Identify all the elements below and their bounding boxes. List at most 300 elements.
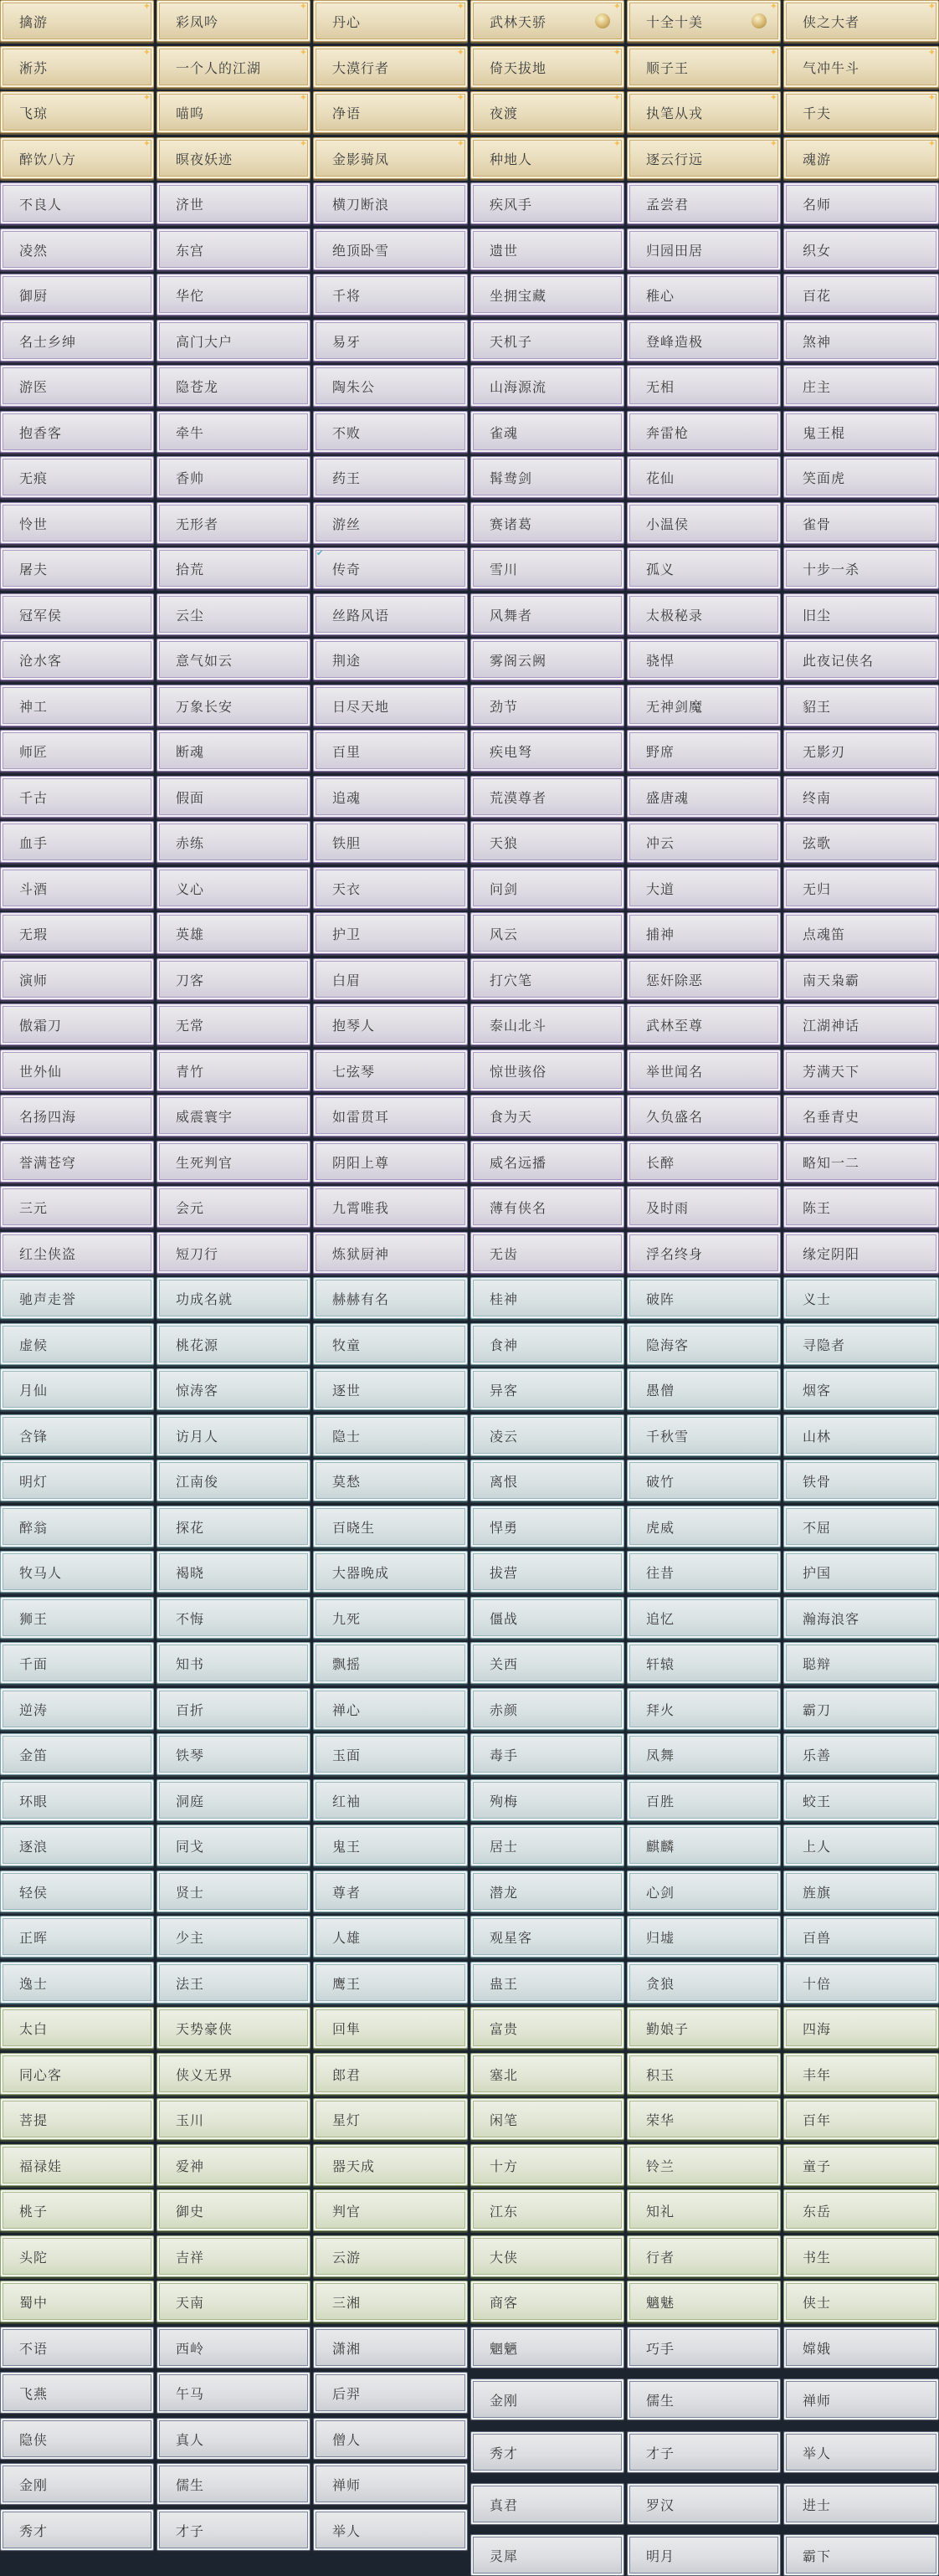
title-tile[interactable] — [0, 1733, 154, 1775]
title-tile[interactable] — [313, 228, 468, 270]
title-tile[interactable] — [156, 1003, 310, 1045]
title-tile[interactable] — [627, 730, 781, 772]
title-tile[interactable] — [0, 228, 154, 270]
title-tile[interactable] — [470, 2483, 624, 2525]
title-tile[interactable] — [627, 1688, 781, 1730]
title-tile[interactable] — [156, 867, 310, 909]
title-tile[interactable] — [313, 2053, 468, 2095]
title-tile[interactable] — [313, 1779, 468, 1821]
title-tile[interactable] — [0, 639, 154, 680]
title-tile[interactable] — [156, 1779, 310, 1821]
title-tile[interactable] — [313, 1414, 468, 1456]
title-tile[interactable] — [313, 2235, 468, 2277]
title-tile[interactable] — [627, 912, 781, 954]
title-tile[interactable] — [627, 1460, 781, 1501]
title-tile[interactable] — [156, 593, 310, 635]
title-tile[interactable] — [783, 867, 939, 909]
title-tile[interactable] — [0, 2418, 154, 2460]
title-tile[interactable] — [470, 1870, 624, 1912]
title-tile[interactable] — [470, 365, 624, 407]
title-tile[interactable] — [783, 182, 939, 224]
title-tile[interactable] — [156, 1460, 310, 1501]
title-tile[interactable] — [0, 182, 154, 224]
title-tile[interactable] — [470, 1095, 624, 1137]
title-tile[interactable] — [470, 958, 624, 1000]
title-tile[interactable] — [156, 182, 310, 224]
title-tile[interactable] — [0, 1962, 154, 2004]
title-tile[interactable] — [0, 1506, 154, 1547]
title-tile[interactable] — [627, 46, 781, 88]
title-tile[interactable] — [156, 320, 310, 362]
title-tile[interactable] — [783, 593, 939, 635]
title-tile[interactable] — [627, 1506, 781, 1547]
title-tile[interactable] — [313, 0, 468, 42]
title-tile[interactable] — [156, 0, 310, 42]
title-tile[interactable] — [156, 1824, 310, 1866]
title-tile[interactable] — [783, 1688, 939, 1730]
title-tile[interactable] — [0, 730, 154, 772]
title-tile[interactable] — [156, 1506, 310, 1547]
title-tile[interactable] — [470, 1232, 624, 1274]
title-tile[interactable] — [627, 2431, 781, 2473]
title-tile[interactable] — [0, 1277, 154, 1319]
title-tile[interactable] — [313, 2418, 468, 2460]
title-tile[interactable] — [156, 2053, 310, 2095]
title-tile[interactable] — [0, 2327, 154, 2368]
title-tile[interactable] — [156, 2281, 310, 2322]
title-tile[interactable] — [470, 547, 624, 589]
title-tile[interactable] — [470, 821, 624, 863]
title-tile[interactable] — [470, 46, 624, 88]
title-tile[interactable] — [470, 685, 624, 726]
title-tile[interactable] — [627, 547, 781, 589]
title-tile[interactable] — [783, 0, 939, 42]
title-tile[interactable] — [156, 2327, 310, 2368]
title-tile[interactable] — [156, 730, 310, 772]
title-tile[interactable] — [783, 2431, 939, 2473]
title-tile[interactable] — [627, 228, 781, 270]
title-tile[interactable] — [470, 2053, 624, 2095]
title-tile[interactable] — [470, 2098, 624, 2140]
title-tile[interactable] — [156, 2463, 310, 2505]
title-tile[interactable] — [156, 1551, 310, 1593]
title-tile[interactable] — [0, 1824, 154, 1866]
title-tile[interactable] — [783, 365, 939, 407]
title-tile[interactable] — [627, 1095, 781, 1137]
title-tile[interactable] — [627, 1003, 781, 1045]
title-tile[interactable] — [156, 1870, 310, 1912]
title-tile[interactable] — [0, 1049, 154, 1091]
title-tile[interactable] — [313, 1733, 468, 1775]
title-tile[interactable] — [627, 2378, 781, 2420]
title-tile[interactable] — [470, 274, 624, 316]
title-tile[interactable] — [627, 593, 781, 635]
title-tile[interactable] — [0, 502, 154, 544]
title-tile[interactable] — [627, 1232, 781, 1274]
title-tile[interactable] — [783, 2098, 939, 2140]
title-tile[interactable] — [156, 274, 310, 316]
title-tile[interactable] — [156, 456, 310, 498]
title-tile[interactable] — [470, 456, 624, 498]
title-tile[interactable] — [470, 2144, 624, 2186]
title-tile[interactable] — [313, 182, 468, 224]
title-tile[interactable] — [470, 1414, 624, 1456]
title-tile[interactable] — [156, 1049, 310, 1091]
title-tile[interactable] — [313, 456, 468, 498]
title-tile[interactable] — [627, 1962, 781, 2004]
title-tile[interactable] — [156, 2509, 310, 2551]
title-tile[interactable] — [156, 1597, 310, 1639]
title-tile[interactable] — [627, 821, 781, 863]
title-tile[interactable] — [313, 1368, 468, 1410]
title-tile[interactable] — [313, 821, 468, 863]
title-tile[interactable] — [783, 1414, 939, 1456]
title-tile[interactable] — [156, 502, 310, 544]
title-tile[interactable] — [0, 411, 154, 453]
title-tile[interactable] — [627, 365, 781, 407]
title-tile[interactable] — [313, 91, 468, 133]
title-tile[interactable] — [627, 2189, 781, 2231]
title-tile[interactable] — [156, 1095, 310, 1137]
title-tile[interactable] — [783, 1003, 939, 1045]
title-tile[interactable] — [156, 91, 310, 133]
title-tile[interactable] — [783, 1962, 939, 2004]
title-tile[interactable] — [783, 1095, 939, 1137]
title-tile[interactable] — [0, 776, 154, 818]
title-tile[interactable] — [313, 730, 468, 772]
title-tile[interactable] — [783, 685, 939, 726]
title-tile[interactable] — [156, 1962, 310, 2004]
title-tile[interactable] — [783, 1186, 939, 1228]
title-tile[interactable] — [470, 1824, 624, 1866]
title-tile[interactable] — [783, 1779, 939, 1821]
title-tile[interactable] — [0, 1368, 154, 1410]
title-tile[interactable] — [470, 137, 624, 179]
title-tile[interactable] — [627, 1277, 781, 1319]
title-tile[interactable] — [0, 274, 154, 316]
title-tile[interactable] — [313, 320, 468, 362]
title-tile[interactable] — [313, 1597, 468, 1639]
title-tile[interactable] — [470, 1368, 624, 1410]
title-tile[interactable] — [0, 1095, 154, 1137]
title-tile[interactable] — [783, 1642, 939, 1684]
title-tile[interactable] — [156, 137, 310, 179]
title-tile[interactable] — [0, 137, 154, 179]
title-tile[interactable] — [627, 1049, 781, 1091]
title-tile[interactable] — [313, 1323, 468, 1365]
title-tile[interactable] — [470, 1597, 624, 1639]
title-tile[interactable] — [313, 411, 468, 453]
title-tile[interactable] — [156, 228, 310, 270]
title-tile[interactable] — [627, 1186, 781, 1228]
title-tile[interactable] — [313, 1916, 468, 1958]
title-tile[interactable] — [627, 411, 781, 453]
title-tile[interactable] — [0, 1414, 154, 1456]
title-tile[interactable] — [627, 502, 781, 544]
title-tile[interactable] — [470, 91, 624, 133]
title-tile[interactable] — [0, 1642, 154, 1684]
title-tile[interactable] — [783, 2483, 939, 2525]
title-tile[interactable] — [783, 320, 939, 362]
title-tile[interactable] — [156, 685, 310, 726]
title-tile[interactable] — [627, 2327, 781, 2368]
title-tile[interactable] — [470, 1277, 624, 1319]
title-tile[interactable] — [156, 46, 310, 88]
title-tile[interactable] — [156, 1916, 310, 1958]
title-tile[interactable] — [627, 639, 781, 680]
title-tile[interactable] — [627, 320, 781, 362]
title-tile[interactable] — [470, 1141, 624, 1183]
title-tile[interactable] — [313, 2463, 468, 2505]
title-tile[interactable] — [783, 1049, 939, 1091]
title-tile[interactable] — [470, 1779, 624, 1821]
title-tile[interactable] — [783, 912, 939, 954]
title-tile[interactable] — [0, 593, 154, 635]
title-tile[interactable] — [470, 0, 624, 42]
title-tile[interactable] — [470, 730, 624, 772]
title-tile[interactable] — [783, 2281, 939, 2322]
title-tile[interactable] — [627, 867, 781, 909]
title-tile[interactable] — [156, 1414, 310, 1456]
title-tile[interactable] — [156, 1141, 310, 1183]
title-tile[interactable] — [470, 1962, 624, 2004]
title-tile[interactable] — [783, 547, 939, 589]
title-tile[interactable] — [783, 46, 939, 88]
title-tile[interactable] — [627, 2534, 781, 2576]
title-tile[interactable] — [156, 1733, 310, 1775]
title-tile[interactable] — [0, 0, 154, 42]
title-tile[interactable] — [156, 547, 310, 589]
title-tile[interactable] — [627, 1824, 781, 1866]
title-tile[interactable] — [0, 456, 154, 498]
title-tile[interactable] — [470, 1003, 624, 1045]
title-tile[interactable] — [627, 0, 781, 42]
title-tile[interactable] — [470, 1688, 624, 1730]
title-tile[interactable] — [313, 46, 468, 88]
title-tile[interactable] — [627, 1916, 781, 1958]
title-tile[interactable] — [783, 2007, 939, 2049]
title-tile[interactable] — [313, 1870, 468, 1912]
title-tile[interactable] — [156, 2007, 310, 2049]
title-tile[interactable] — [627, 2483, 781, 2525]
title-tile[interactable] — [313, 1688, 468, 1730]
title-tile[interactable] — [470, 2007, 624, 2049]
title-tile[interactable] — [783, 2189, 939, 2231]
title-tile[interactable] — [313, 2098, 468, 2140]
title-tile[interactable] — [470, 1551, 624, 1593]
title-tile[interactable] — [313, 274, 468, 316]
title-tile[interactable] — [156, 2418, 310, 2460]
title-tile[interactable] — [313, 2144, 468, 2186]
title-tile[interactable] — [783, 1597, 939, 1639]
title-tile[interactable] — [627, 2007, 781, 2049]
title-tile[interactable] — [156, 365, 310, 407]
title-tile[interactable] — [470, 2431, 624, 2473]
title-tile[interactable] — [156, 776, 310, 818]
title-tile[interactable] — [156, 2372, 310, 2414]
title-tile[interactable] — [783, 502, 939, 544]
title-tile[interactable] — [313, 958, 468, 1000]
title-tile[interactable] — [313, 2327, 468, 2368]
title-tile[interactable] — [627, 456, 781, 498]
title-tile[interactable] — [313, 776, 468, 818]
title-tile[interactable] — [783, 91, 939, 133]
title-tile[interactable] — [0, 91, 154, 133]
title-tile[interactable] — [627, 2098, 781, 2140]
title-tile[interactable] — [783, 1277, 939, 1319]
title-tile[interactable] — [470, 2534, 624, 2576]
title-tile[interactable] — [0, 2372, 154, 2414]
title-tile[interactable] — [0, 2281, 154, 2322]
title-tile[interactable] — [470, 593, 624, 635]
title-tile[interactable] — [313, 1049, 468, 1091]
title-tile[interactable] — [313, 2007, 468, 2049]
title-tile[interactable] — [313, 867, 468, 909]
title-tile[interactable] — [156, 2235, 310, 2277]
title-tile[interactable] — [783, 137, 939, 179]
title-tile[interactable] — [627, 182, 781, 224]
title-tile[interactable] — [470, 1642, 624, 1684]
title-tile[interactable] — [313, 2372, 468, 2414]
title-tile[interactable] — [783, 1824, 939, 1866]
title-tile[interactable] — [470, 1506, 624, 1547]
title-tile[interactable] — [156, 958, 310, 1000]
title-tile[interactable] — [470, 1460, 624, 1501]
title-tile[interactable] — [313, 1186, 468, 1228]
title-tile[interactable] — [627, 1551, 781, 1593]
title-tile[interactable] — [627, 1323, 781, 1365]
title-tile[interactable] — [156, 2144, 310, 2186]
title-tile[interactable] — [0, 2007, 154, 2049]
title-tile[interactable] — [627, 1414, 781, 1456]
title-tile[interactable] — [0, 365, 154, 407]
title-tile[interactable] — [470, 1733, 624, 1775]
title-tile[interactable] — [627, 776, 781, 818]
title-tile[interactable] — [627, 1733, 781, 1775]
title-tile[interactable] — [313, 137, 468, 179]
title-tile[interactable] — [313, 365, 468, 407]
title-tile[interactable] — [783, 2534, 939, 2576]
title-tile[interactable] — [627, 1779, 781, 1821]
title-tile[interactable] — [0, 1186, 154, 1228]
title-tile[interactable] — [783, 1916, 939, 1958]
title-tile[interactable] — [313, 1003, 468, 1045]
title-tile[interactable] — [0, 1870, 154, 1912]
title-tile[interactable] — [627, 1368, 781, 1410]
title-tile[interactable] — [313, 1141, 468, 1183]
title-tile[interactable] — [470, 867, 624, 909]
title-tile[interactable] — [0, 2098, 154, 2140]
title-tile[interactable] — [627, 1642, 781, 1684]
title-tile[interactable] — [470, 639, 624, 680]
title-tile[interactable] — [783, 1460, 939, 1501]
title-tile[interactable] — [783, 2327, 939, 2368]
title-tile[interactable] — [313, 1642, 468, 1684]
title-tile[interactable] — [313, 639, 468, 680]
title-tile[interactable] — [627, 1597, 781, 1639]
title-tile[interactable] — [0, 1688, 154, 1730]
title-tile[interactable] — [627, 2235, 781, 2277]
title-tile[interactable] — [0, 46, 154, 88]
title-tile[interactable] — [783, 1506, 939, 1547]
title-tile[interactable] — [783, 228, 939, 270]
title-tile[interactable] — [470, 1323, 624, 1365]
title-tile[interactable] — [156, 411, 310, 453]
title-tile[interactable] — [783, 821, 939, 863]
title-tile[interactable] — [0, 1232, 154, 1274]
title-tile[interactable] — [156, 1688, 310, 1730]
title-tile[interactable] — [156, 1186, 310, 1228]
title-tile[interactable] — [783, 2144, 939, 2186]
title-tile[interactable] — [0, 2053, 154, 2095]
title-tile[interactable] — [783, 1368, 939, 1410]
title-tile[interactable] — [470, 2281, 624, 2322]
title-tile[interactable] — [627, 685, 781, 726]
title-tile[interactable] — [156, 1642, 310, 1684]
title-tile[interactable] — [156, 912, 310, 954]
title-tile[interactable] — [0, 2144, 154, 2186]
title-tile[interactable] — [0, 1597, 154, 1639]
title-tile[interactable] — [0, 1460, 154, 1501]
title-tile[interactable] — [313, 1277, 468, 1319]
title-tile[interactable] — [0, 958, 154, 1000]
title-tile[interactable] — [627, 958, 781, 1000]
title-tile[interactable] — [783, 1141, 939, 1183]
title-tile[interactable] — [470, 182, 624, 224]
title-tile[interactable] — [627, 2281, 781, 2322]
title-tile[interactable] — [313, 2509, 468, 2551]
title-tile[interactable] — [470, 776, 624, 818]
title-tile[interactable] — [0, 685, 154, 726]
title-tile[interactable] — [783, 411, 939, 453]
title-tile[interactable] — [627, 1141, 781, 1183]
title-tile[interactable] — [470, 411, 624, 453]
title-tile[interactable] — [627, 1870, 781, 1912]
title-tile[interactable] — [783, 1323, 939, 1365]
title-tile[interactable] — [783, 1870, 939, 1912]
title-tile[interactable] — [156, 639, 310, 680]
title-tile[interactable] — [783, 456, 939, 498]
title-tile[interactable] — [627, 274, 781, 316]
title-tile[interactable] — [783, 639, 939, 680]
title-tile[interactable] — [783, 2053, 939, 2095]
title-tile[interactable] — [0, 1141, 154, 1183]
title-tile[interactable] — [783, 2235, 939, 2277]
title-tile[interactable] — [156, 1368, 310, 1410]
title-tile[interactable] — [470, 1186, 624, 1228]
title-tile[interactable] — [0, 1551, 154, 1593]
title-tile[interactable] — [313, 685, 468, 726]
title-tile[interactable] — [783, 1232, 939, 1274]
title-tile[interactable] — [470, 502, 624, 544]
title-tile[interactable] — [0, 867, 154, 909]
title-tile[interactable] — [313, 2189, 468, 2231]
title-tile[interactable] — [470, 1916, 624, 1958]
title-tile[interactable] — [313, 1824, 468, 1866]
title-tile[interactable] — [313, 1506, 468, 1547]
title-tile[interactable] — [783, 958, 939, 1000]
title-tile[interactable] — [470, 320, 624, 362]
title-tile[interactable] — [156, 1323, 310, 1365]
title-tile[interactable] — [156, 1232, 310, 1274]
title-tile[interactable] — [627, 137, 781, 179]
title-tile[interactable] — [0, 1323, 154, 1365]
title-tile[interactable] — [783, 776, 939, 818]
title-tile[interactable] — [783, 1551, 939, 1593]
title-tile[interactable] — [0, 1779, 154, 1821]
title-tile[interactable] — [0, 547, 154, 589]
title-tile[interactable] — [0, 2235, 154, 2277]
